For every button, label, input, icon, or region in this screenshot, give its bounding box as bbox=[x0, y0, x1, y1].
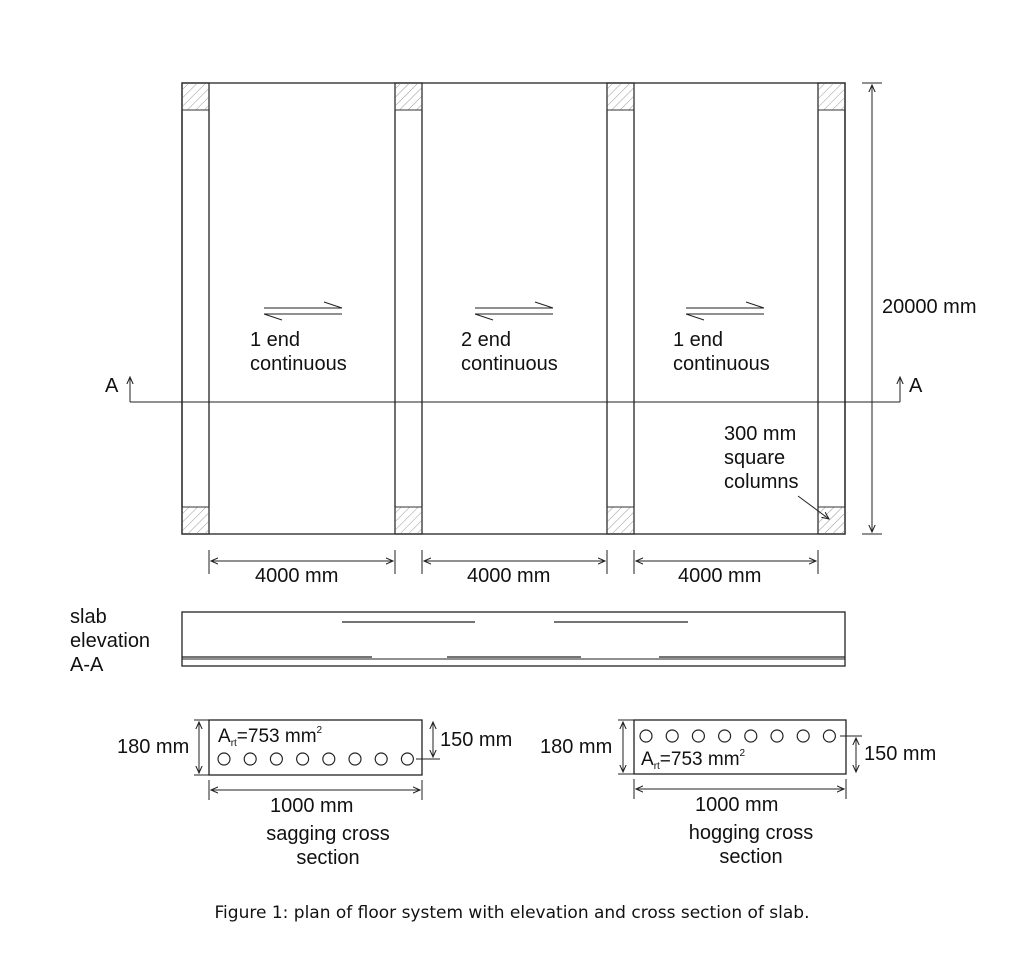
sagging-section-bar-2 bbox=[244, 753, 256, 765]
hogging-cross-section bbox=[540, 720, 936, 868]
sagging-area-label: $A_{rt}=753$ $mm^2$ bbox=[218, 725, 323, 749]
hogging-reinforcement-bars bbox=[640, 730, 835, 742]
beam-4 bbox=[818, 83, 845, 534]
sagging-section-bar-1 bbox=[218, 753, 230, 765]
hogging-section-bar-7 bbox=[797, 730, 809, 742]
span-direction-symbol-3 bbox=[686, 302, 764, 320]
elevation-label-line2: elevation bbox=[70, 630, 151, 652]
span-2-continuity-line1: 2 end bbox=[461, 329, 512, 351]
hogging-section-bar-2 bbox=[666, 730, 678, 742]
hogging-section-bar-5 bbox=[745, 730, 757, 742]
sagging-area-subscript: rt bbox=[230, 738, 237, 749]
column-4-bottom bbox=[818, 507, 845, 534]
hogging-section-bar-1 bbox=[640, 730, 652, 742]
elevation-label-line1: slab bbox=[70, 606, 107, 628]
span-1-continuity-line1: 1 end bbox=[250, 329, 301, 351]
column-1-top bbox=[182, 83, 209, 110]
span-3-continuity-line1: 1 end bbox=[673, 329, 724, 351]
span-3-continuity-line2: continuous bbox=[673, 353, 770, 375]
sagging-cross-section bbox=[117, 720, 512, 869]
column-1-bottom bbox=[182, 507, 209, 534]
span-3-length: 4000 mm bbox=[678, 565, 762, 587]
sagging-reinforcement-bars bbox=[218, 753, 413, 765]
hogging-area-subscript: rt bbox=[653, 761, 660, 772]
sagging-area-value: =753 mm bbox=[236, 726, 317, 747]
section-marker-right: A bbox=[909, 375, 923, 397]
hogging-section-bar-3 bbox=[692, 730, 704, 742]
hogging-effective-depth-label: 150 mm bbox=[864, 743, 937, 765]
hogging-caption-line2: section bbox=[719, 846, 783, 868]
sagging-section-bar-7 bbox=[375, 753, 387, 765]
span-2-continuity-line2: continuous bbox=[461, 353, 558, 375]
sagging-area-sup: 2 bbox=[316, 725, 323, 736]
sagging-section-bar-4 bbox=[297, 753, 309, 765]
elevation-label-line3: A-A bbox=[70, 654, 104, 676]
span-1-continuity-line2: continuous bbox=[250, 353, 347, 375]
sagging-section-bar-6 bbox=[349, 753, 361, 765]
hogging-section-bar-8 bbox=[823, 730, 835, 742]
elevation-slab-outline bbox=[182, 612, 845, 666]
overall-length-label: 20000 mm bbox=[882, 296, 977, 318]
column-note-line3: columns bbox=[724, 471, 799, 493]
sagging-depth-label: 180 mm bbox=[117, 736, 190, 758]
span-2-length: 4000 mm bbox=[467, 565, 551, 587]
beam-2 bbox=[395, 83, 422, 534]
hogging-area-label: $A_{rt}=753$ $mm^2$ bbox=[641, 748, 746, 772]
beam-3 bbox=[607, 83, 634, 534]
sagging-width-label: 1000 mm bbox=[270, 795, 354, 817]
figure-caption: Figure 1: plan of floor system with elevation and cross section of slab. bbox=[214, 903, 810, 923]
hogging-width-label: 1000 mm bbox=[695, 794, 779, 816]
span-1-length: 4000 mm bbox=[255, 565, 339, 587]
column-3-bottom bbox=[607, 507, 634, 534]
column-2-bottom bbox=[395, 507, 422, 534]
sagging-section-bar-3 bbox=[270, 753, 282, 765]
sagging-section-bar-8 bbox=[401, 753, 413, 765]
hogging-section-bar-6 bbox=[771, 730, 783, 742]
slab-elevation bbox=[70, 606, 845, 676]
column-2-top bbox=[395, 83, 422, 110]
column-note-line2: square bbox=[724, 447, 786, 469]
column-3-top bbox=[607, 83, 634, 110]
section-marker-left: A bbox=[105, 375, 119, 397]
column-note-line1: 300 mm bbox=[724, 423, 797, 445]
hogging-area-sup: 2 bbox=[739, 748, 746, 759]
hogging-caption-line1: hogging cross bbox=[688, 822, 814, 844]
span-direction-symbol-1 bbox=[264, 302, 342, 320]
hogging-area-value: =753 mm bbox=[659, 749, 740, 770]
sagging-effective-depth-label: 150 mm bbox=[440, 729, 513, 751]
span-direction-symbol-2 bbox=[475, 302, 553, 320]
sagging-caption-line1: sagging cross bbox=[266, 823, 390, 845]
hogging-section-bar-4 bbox=[719, 730, 731, 742]
sagging-section-bar-5 bbox=[323, 753, 335, 765]
beam-1 bbox=[182, 83, 209, 534]
plan-view bbox=[105, 83, 977, 587]
column-4-top bbox=[818, 83, 845, 110]
hogging-depth-label: 180 mm bbox=[540, 736, 613, 758]
sagging-caption-line2: section bbox=[296, 847, 360, 869]
